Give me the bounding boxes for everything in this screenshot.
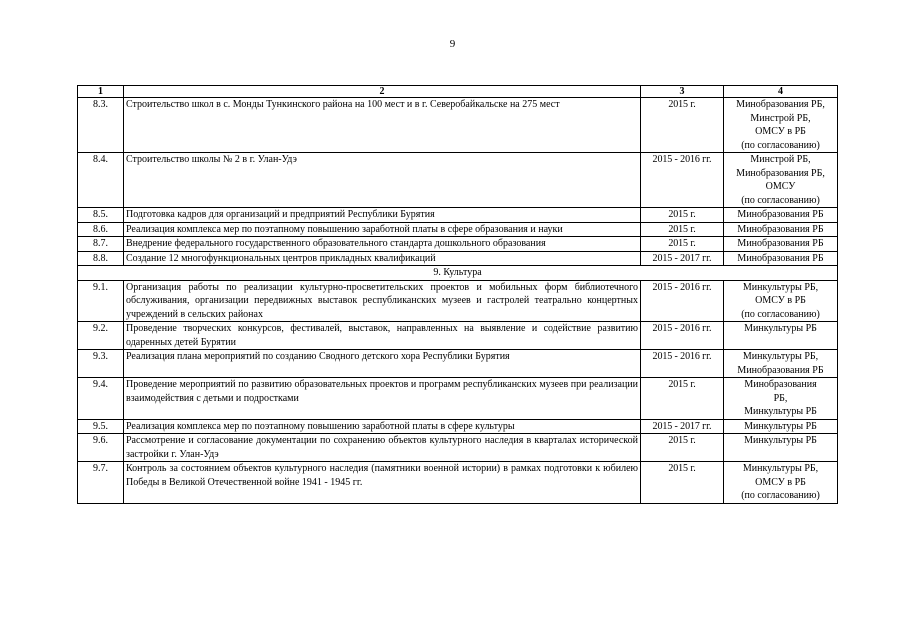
- table-row: [78, 419, 838, 434]
- item-number: 9.5.: [78, 419, 124, 434]
- executor-line: Минобразования РБ: [737, 209, 824, 220]
- executor-line: (по согласованию): [741, 194, 820, 206]
- item-number: 8.7.: [78, 237, 124, 252]
- item-description: Реализация комплекса мер по поэтапному повышению заработной платы в сфере образования и науки: [124, 222, 641, 237]
- item-executors: [724, 419, 838, 434]
- column-header-1: 1: [78, 86, 124, 98]
- item-executors: [724, 153, 838, 208]
- item-period: 2015 - 2016 гг.: [641, 350, 724, 378]
- item-executors: [724, 280, 838, 322]
- table-row: [78, 434, 838, 462]
- item-description: Рассмотрение и согласование документации по сохранению объектов культурного наследия в кварталах исторической застройки г. Улан-Удэ: [124, 434, 641, 462]
- table-row: [78, 222, 838, 237]
- item-period: 2015 - 2017 гг.: [641, 251, 724, 266]
- table-row: [78, 251, 838, 266]
- item-description: Реализация комплекса мер по поэтапному повышению заработной платы в сфере культуры: [124, 419, 641, 434]
- table-row: [78, 237, 838, 252]
- table-row: [78, 153, 838, 208]
- column-header-4: 4: [724, 86, 838, 98]
- item-executors: [724, 208, 838, 223]
- section-title: 9. Культура: [78, 266, 838, 281]
- table-body: [78, 98, 838, 504]
- executor-line: Минстрой РБ,: [750, 154, 811, 165]
- item-number: 9.3.: [78, 350, 124, 378]
- executor-line: ОМСУ в РБ: [755, 476, 806, 488]
- item-number: 9.1.: [78, 280, 124, 322]
- item-executors: [724, 378, 838, 420]
- page-number: 9: [449, 38, 456, 50]
- item-number: 9.6.: [78, 434, 124, 462]
- executor-line: Минкультуры РБ,: [742, 281, 819, 293]
- executor-line: Минобразования РБ: [737, 252, 824, 264]
- table-header-row: [78, 86, 838, 98]
- column-header-2: 2: [124, 86, 641, 98]
- item-period: 2015 г.: [641, 378, 724, 420]
- item-number: 8.8.: [78, 251, 124, 266]
- column-header-3: 3: [641, 86, 724, 98]
- executor-line: РБ,: [773, 392, 788, 404]
- executor-line: (по согласованию): [741, 139, 820, 151]
- executor-line: ОМСУ: [765, 181, 796, 192]
- item-executors: [724, 98, 838, 153]
- table-row: [78, 378, 838, 420]
- executor-line: Минкультуры РБ: [744, 435, 817, 446]
- table-row: [78, 98, 838, 153]
- item-period: 2015 - 2016 гг.: [641, 280, 724, 322]
- item-description: Организация работы по реализации культурно-просветительских проектов и мобильных форм библиотечного обслуживания, организации передвижных выставок республиканских музеев и гастролей театрально концертных учреждений в сельских районах: [124, 280, 641, 322]
- item-period: 2015 - 2016 гг.: [641, 322, 724, 350]
- executor-line: Минобразования: [744, 379, 817, 390]
- table-row: [78, 208, 838, 223]
- item-number: 9.7.: [78, 462, 124, 504]
- item-executors: [724, 462, 838, 504]
- executor-line: (по согласованию): [741, 308, 820, 320]
- executor-line: Минкультуры РБ: [744, 406, 817, 417]
- executor-line: Минобразования РБ,: [736, 99, 825, 110]
- item-number: 9.4.: [78, 378, 124, 420]
- executor-line: Минобразования РБ: [737, 238, 824, 249]
- executor-line: Минобразования РБ,: [736, 167, 825, 179]
- item-period: 2015 г.: [641, 462, 724, 504]
- plan-table: [77, 85, 838, 504]
- table-row: [78, 280, 838, 322]
- executor-line: Минкультуры РБ,: [742, 463, 819, 474]
- item-period: 2015 г.: [641, 98, 724, 153]
- item-period: 2015 г.: [641, 208, 724, 223]
- executor-line: Минобразования РБ: [737, 364, 824, 376]
- executor-line: ОМСУ в РБ: [755, 295, 806, 306]
- item-description: Создание 12 многофункциональных центров прикладных квалификаций: [124, 251, 641, 266]
- executor-line: Минкультуры РБ: [744, 323, 817, 334]
- table-row: [78, 462, 838, 504]
- section-row: [78, 266, 838, 281]
- item-description: Контроль за состоянием объектов культурного наследия (памятники военной истории) в рамках подготовки к юбилею Победы в Великой Отечественной войне 1941 - 1945 гг.: [124, 462, 641, 504]
- item-period: 2015 г.: [641, 222, 724, 237]
- item-period: 2015 - 2016 гг.: [641, 153, 724, 208]
- item-executors: [724, 237, 838, 252]
- item-description: Проведение творческих конкурсов, фестивалей, выставок, направленных на выявление и содействие развитию одаренных детей Бурятии: [124, 322, 641, 350]
- item-description: Реализация плана мероприятий по созданию Сводного детского хора Республики Бурятия: [124, 350, 641, 378]
- item-number: 8.4.: [78, 153, 124, 208]
- item-description: Проведение мероприятий по развитию образовательных проектов и программ республиканских музеев при реализации взаимодействия с детьми и подростками: [124, 378, 641, 420]
- item-executors: [724, 251, 838, 266]
- item-number: 8.3.: [78, 98, 124, 153]
- item-description: Подготовка кадров для организаций и предприятий Республики Бурятия: [124, 208, 641, 223]
- item-period: 2015 г.: [641, 237, 724, 252]
- executor-line: (по согласованию): [741, 490, 820, 501]
- item-description: Строительство школы № 2 в г. Улан-Удэ: [124, 153, 641, 208]
- item-number: 8.5.: [78, 208, 124, 223]
- executor-line: Минкультуры РБ,: [742, 351, 819, 362]
- item-number: 9.2.: [78, 322, 124, 350]
- executor-line: Минобразования РБ: [737, 223, 824, 235]
- table-row: [78, 350, 838, 378]
- item-executors: [724, 434, 838, 462]
- item-number: 8.6.: [78, 222, 124, 237]
- table-row: [78, 322, 838, 350]
- item-executors: [724, 222, 838, 237]
- executor-line: Минстрой РБ,: [750, 112, 811, 124]
- item-description: Внедрение федерального государственного образовательного стандарта дошкольного образования: [124, 237, 641, 252]
- item-executors: [724, 322, 838, 350]
- item-period: 2015 г.: [641, 434, 724, 462]
- item-description: Строительство школ в с. Монды Тункинского района на 100 мест и в г. Северобайкальске на 275 мест: [124, 98, 641, 153]
- executor-line: ОМСУ в РБ: [755, 126, 806, 137]
- executor-line: Минкультуры РБ: [744, 420, 817, 432]
- item-period: 2015 - 2017 гг.: [641, 419, 724, 434]
- item-executors: [724, 350, 838, 378]
